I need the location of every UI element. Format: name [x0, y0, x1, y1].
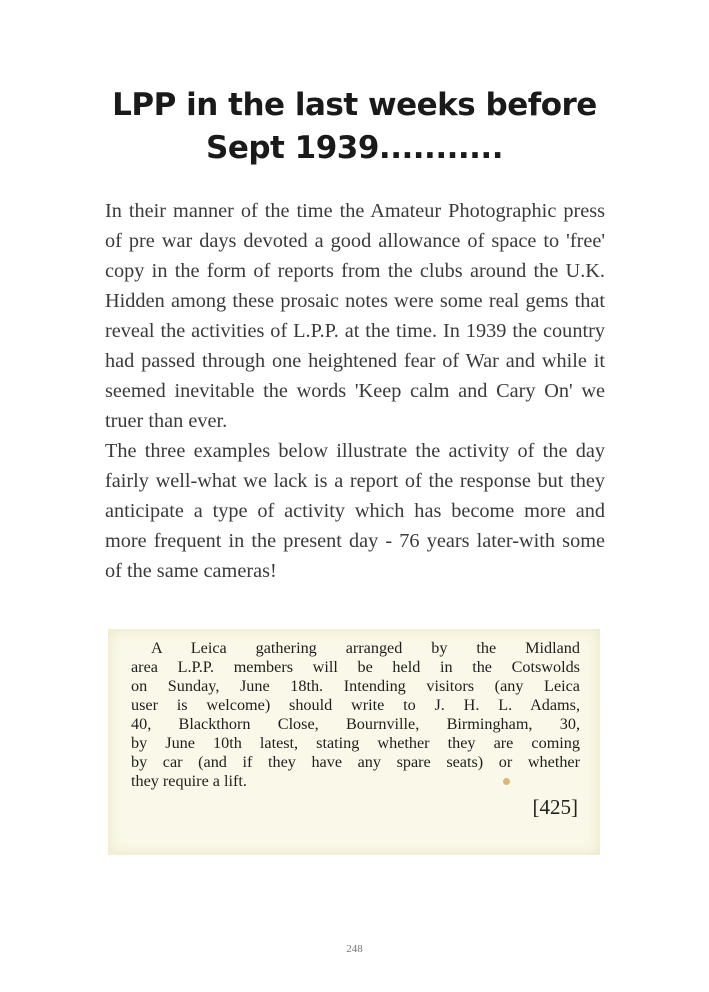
clipping-reference-number: [425]: [532, 795, 578, 819]
clipping-line: A Leica gathering arranged by the Midland: [151, 639, 580, 657]
clipping-line: user is welcome) should write to J. H. L. Adams,: [131, 696, 580, 714]
page-number: 248: [346, 943, 363, 955]
clipping-text: [131, 639, 580, 791]
paragraph-examples: The three examples below illustrate the activity of the day fairly well-what we lack is a report of the response but they anticipate a type of activity which has become more and more frequent in the present day - 76 years later-with some of the same cameras!: [105, 440, 605, 582]
paragraph-intro: In their manner of the time the Amateur Photographic press of pre war days devoted a good allowance of space to 'free' copy in the form of reports from the clubs around the U.K. Hidden among these prosaic notes were some real gems that reveal the activities of L.P.P. at the time. In 1939 the country had passed through one heightened fear of War and while it seemed inevitable the words 'Keep calm and Cary On' we truer than ever.: [105, 200, 605, 432]
page-title-line-2: Sept 1939...........: [206, 130, 503, 166]
newspaper-clipping: [108, 629, 600, 855]
article-body: [105, 196, 605, 586]
clipping-line: by June 10th latest, stating whether they are coming: [131, 734, 580, 752]
page-title: [60, 84, 649, 170]
page-title-line-1: LPP in the last weeks before: [112, 87, 597, 123]
clipping-line: on Sunday, June 18th. Intending visitors (any Leica: [131, 677, 580, 695]
clipping-line: they require a lift.: [131, 772, 247, 790]
clipping-line: 40, Blackthorn Close, Bournville, Birmingham, 30,: [131, 715, 580, 733]
clipping-line: area L.P.P. members will be held in the Cotswolds: [131, 658, 580, 676]
clipping-line: by car (and if they have any spare seats) or whether: [131, 753, 580, 771]
paper-speck: [503, 778, 510, 785]
